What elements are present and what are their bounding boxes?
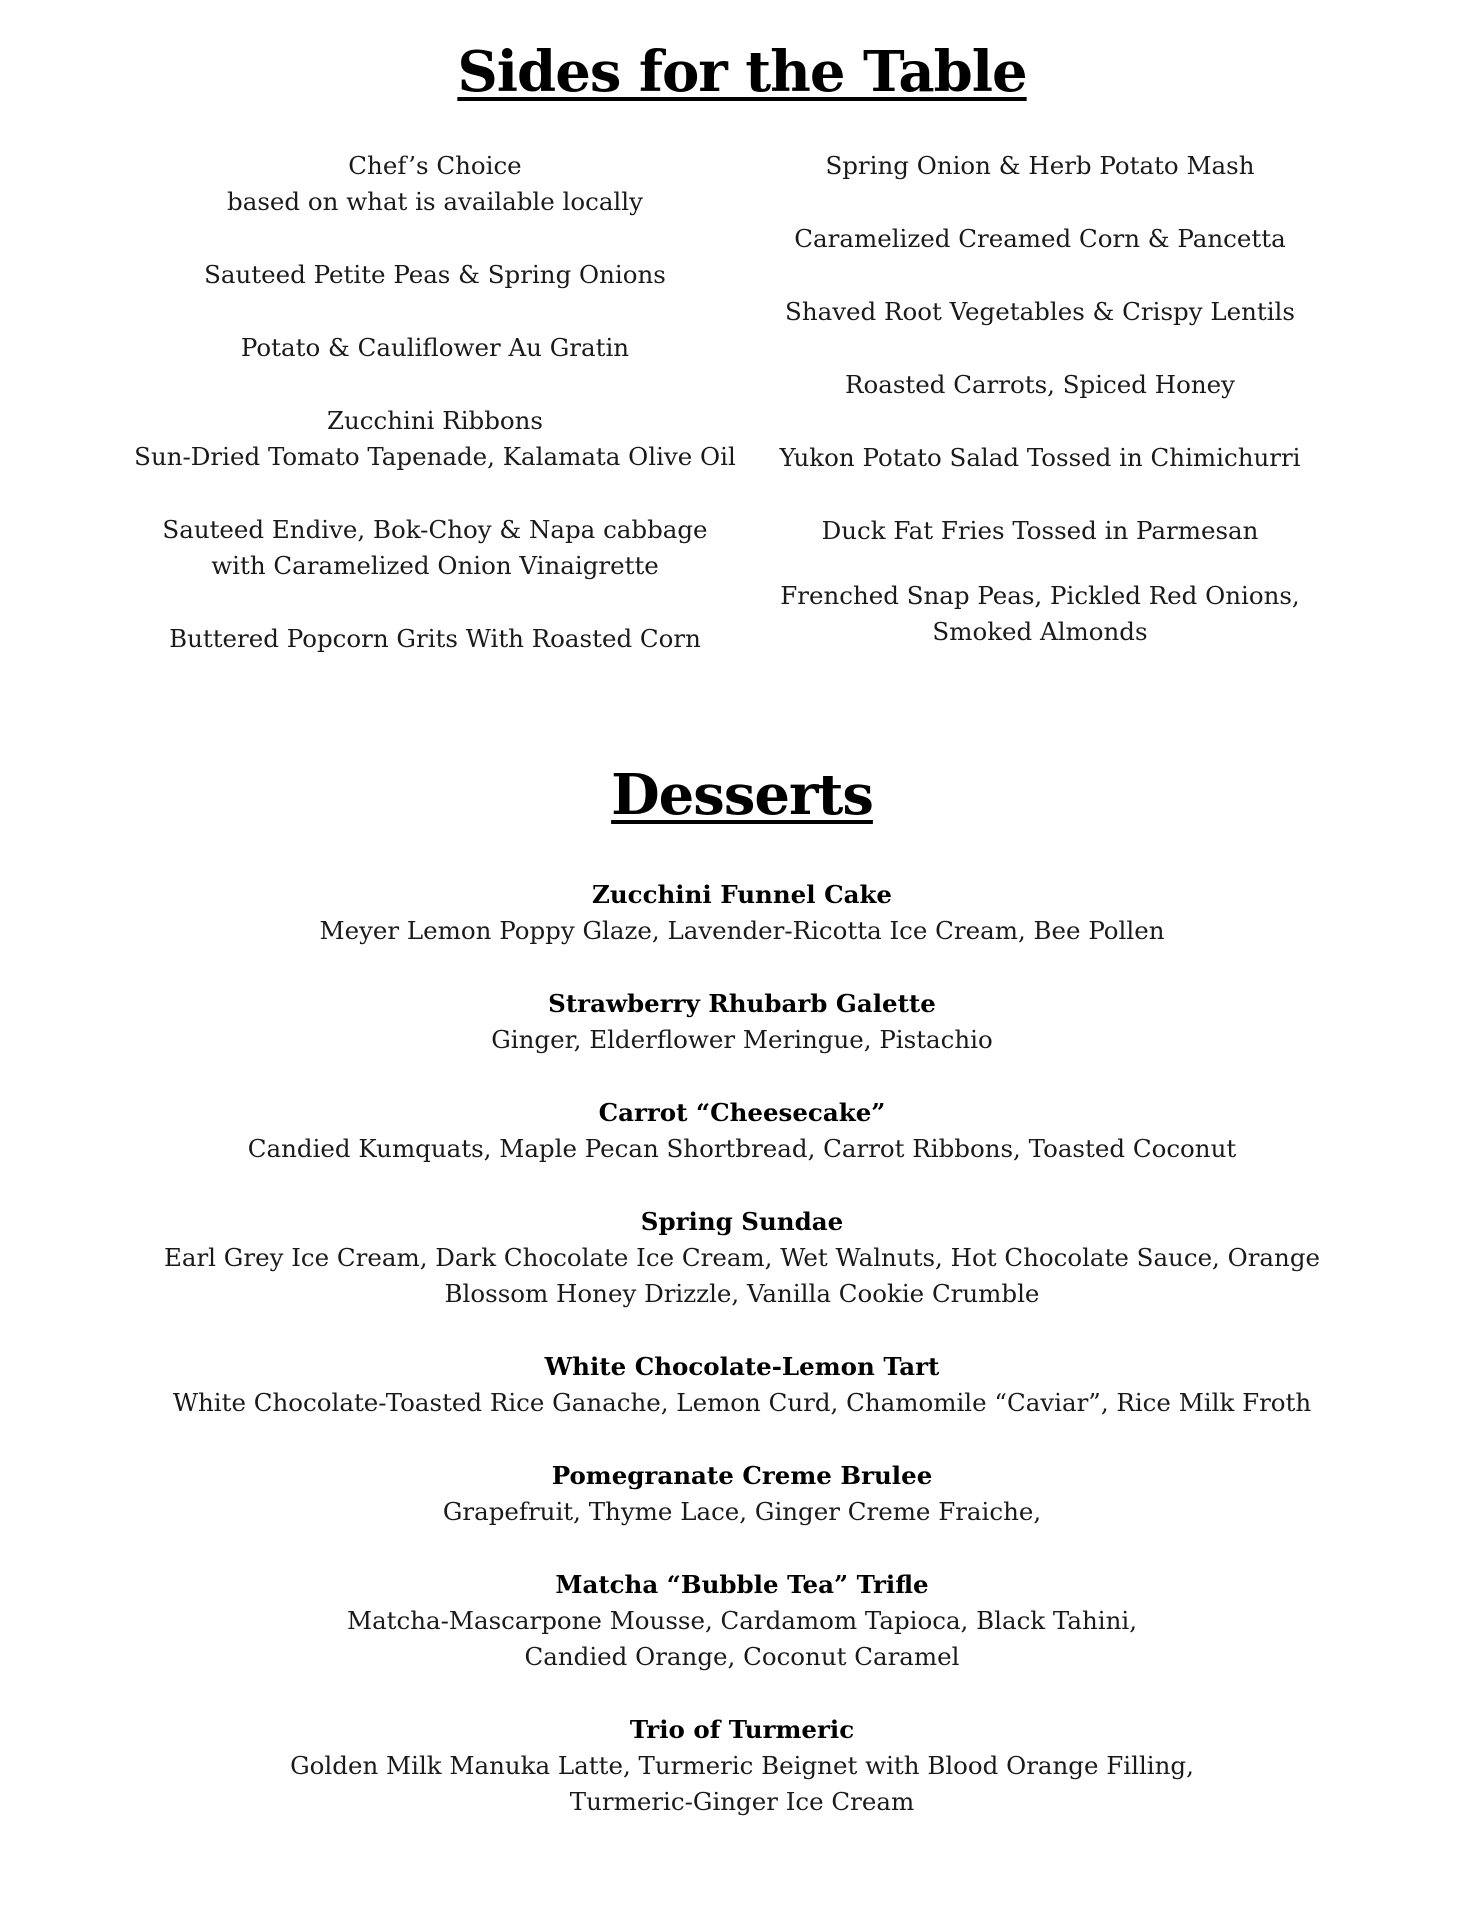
- side-item: [760, 367, 1320, 403]
- sides-right-column: [760, 148, 1320, 687]
- side-item: [130, 621, 740, 657]
- dessert-description: [0, 1131, 1484, 1167]
- dessert-description-line: Blossom Honey Drizzle, Vanilla Cookie Crumble: [444, 1279, 1040, 1308]
- dessert-description: [0, 1385, 1484, 1421]
- dessert-item: [0, 877, 1484, 949]
- dessert-description: [0, 1240, 1484, 1312]
- dessert-name: Spring Sundae: [640, 1207, 844, 1236]
- side-item: [760, 578, 1320, 650]
- dessert-item: [0, 1349, 1484, 1421]
- dessert-description-line: Matcha-Mascarpone Mousse, Cardamom Tapioca, Black Tahini,: [346, 1606, 1137, 1635]
- dessert-item: [0, 986, 1484, 1058]
- side-item-line: Smoked Almonds: [932, 617, 1148, 646]
- dessert-description-line: Candied Kumquats, Maple Pecan Shortbread, Carrot Ribbons, Toasted Coconut: [247, 1134, 1237, 1163]
- side-item-line: Zucchini Ribbons: [326, 406, 543, 435]
- dessert-description-line: Candied Orange, Coconut Caramel: [524, 1642, 960, 1671]
- dessert-name: Zucchini Funnel Cake: [591, 880, 893, 909]
- desserts-list: [0, 877, 1484, 1857]
- desserts-title: Desserts: [611, 762, 873, 828]
- side-item-line: Spring Onion & Herb Potato Mash: [825, 151, 1255, 180]
- dessert-description-line: Meyer Lemon Poppy Glaze, Lavender-Ricotta Ice Cream, Bee Pollen: [319, 916, 1165, 945]
- side-item: [760, 294, 1320, 330]
- dessert-name: Carrot “Cheesecake”: [598, 1098, 886, 1127]
- dessert-description-line: Grapefruit, Thyme Lace, Ginger Creme Fraiche,: [442, 1497, 1042, 1526]
- side-item-line: Shaved Root Vegetables & Crispy Lentils: [785, 297, 1295, 326]
- dessert-description-line: Turmeric-Ginger Ice Cream: [569, 1787, 915, 1816]
- side-item: [760, 221, 1320, 257]
- dessert-item: [0, 1567, 1484, 1675]
- dessert-description-line: Earl Grey Ice Cream, Dark Chocolate Ice Cream, Wet Walnuts, Hot Chocolate Sauce, Orange: [163, 1243, 1321, 1272]
- side-item: [130, 330, 740, 366]
- side-item-line: Duck Fat Fries Tossed in Parmesan: [821, 516, 1259, 545]
- side-item: [760, 513, 1320, 549]
- side-item: [760, 148, 1320, 184]
- side-item-line: Yukon Potato Salad Tossed in Chimichurri: [779, 443, 1301, 472]
- side-item-line: Buttered Popcorn Grits With Roasted Corn: [169, 624, 701, 653]
- dessert-description: [0, 1603, 1484, 1675]
- dessert-item: [0, 1204, 1484, 1312]
- sides-title: Sides for the Table: [457, 39, 1027, 105]
- side-item-line: Sauteed Endive, Bok-Choy & Napa cabbage: [162, 515, 708, 544]
- dessert-description-line: Ginger, Elderflower Meringue, Pistachio: [491, 1025, 993, 1054]
- side-item-line: Sun-Dried Tomato Tapenade, Kalamata Olive Oil: [134, 442, 736, 471]
- side-item-line: Potato & Cauliflower Au Gratin: [240, 333, 630, 362]
- side-item: [130, 403, 740, 475]
- side-item-line: Frenched Snap Peas, Pickled Red Onions,: [780, 581, 1300, 610]
- side-item-line: Sauteed Petite Peas & Spring Onions: [204, 260, 666, 289]
- dessert-description-line: White Chocolate-Toasted Rice Ganache, Lemon Curd, Chamomile “Caviar”, Rice Milk Froth: [172, 1388, 1312, 1417]
- side-item-line: Chef’s Choice: [348, 151, 522, 180]
- dessert-name: Strawberry Rhubarb Galette: [548, 989, 936, 1018]
- side-item: [760, 440, 1320, 476]
- side-item-line: based on what is available locally: [227, 187, 643, 216]
- dessert-description-line: Golden Milk Manuka Latte, Turmeric Beignet with Blood Orange Filling,: [290, 1751, 1194, 1780]
- dessert-item: [0, 1712, 1484, 1820]
- dessert-description: [0, 913, 1484, 949]
- dessert-item: [0, 1458, 1484, 1530]
- dessert-name: Trio of Turmeric: [629, 1715, 855, 1744]
- dessert-description: [0, 1022, 1484, 1058]
- dessert-description: [0, 1494, 1484, 1530]
- dessert-description: [0, 1748, 1484, 1820]
- side-item: [130, 257, 740, 293]
- side-item-line: with Caramelized Onion Vinaigrette: [211, 551, 659, 580]
- dessert-name: Matcha “Bubble Tea” Trifle: [555, 1570, 929, 1599]
- dessert-name: Pomegranate Creme Brulee: [551, 1461, 933, 1490]
- side-item: [130, 148, 740, 220]
- dessert-item: [0, 1095, 1484, 1167]
- side-item-line: Caramelized Creamed Corn & Pancetta: [794, 224, 1286, 253]
- side-item-line: Roasted Carrots, Spiced Honey: [845, 370, 1235, 399]
- sides-left-column: [130, 148, 740, 694]
- dessert-name: White Chocolate-Lemon Tart: [544, 1352, 940, 1381]
- side-item: [130, 512, 740, 584]
